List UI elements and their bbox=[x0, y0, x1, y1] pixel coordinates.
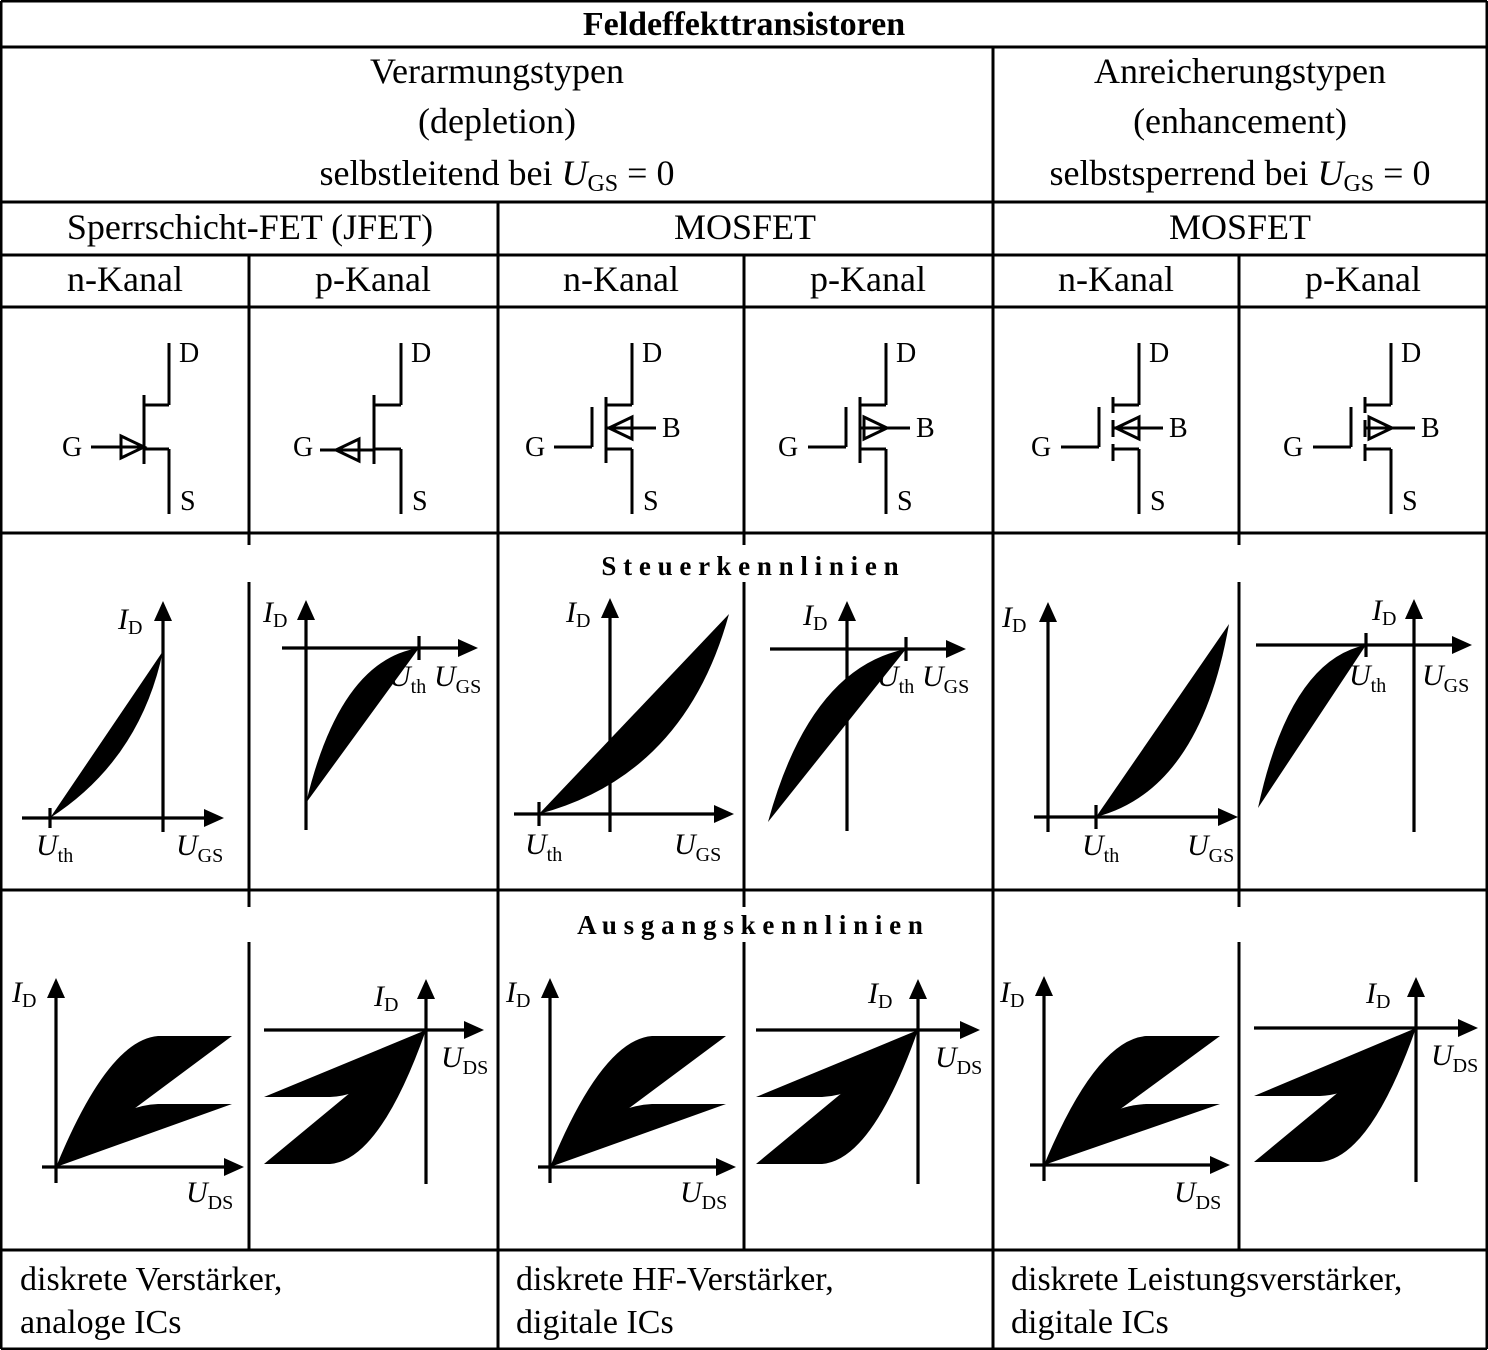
group-enhancement-condition-prefix: selbstsperrend bei bbox=[1049, 153, 1318, 193]
mosfet-dep-n-bulk-label: B bbox=[662, 413, 681, 444]
output-jfet-p-id-label: ID bbox=[374, 980, 399, 1016]
output-mosfet-dep-p-uds-label: $U_{DS}$ bbox=[935, 1041, 983, 1079]
group-depletion-name: Verarmungstypen bbox=[370, 51, 624, 91]
transfer-jfet-p-id-label: ID bbox=[263, 596, 288, 632]
symbol-mosfet-depletion-p-channel bbox=[808, 343, 910, 514]
group-depletion-condition-suffix: = 0 bbox=[618, 153, 675, 193]
transfer-mosfet-dep-n-ugs-label: $U_{GS}$ bbox=[674, 828, 722, 866]
output-plot-mosfet-enh-n bbox=[999, 976, 1230, 1214]
channel-label-1: n-Kanal bbox=[67, 259, 183, 299]
mosfet-dep-n-drain-label: D bbox=[642, 338, 663, 369]
output-plot-mosfet-dep-n bbox=[505, 976, 736, 1214]
application-mosfet-enh-line2: digitale ICs bbox=[1011, 1304, 1169, 1341]
group-enhancement-condition-sub: GS bbox=[1343, 171, 1375, 197]
transfer-plot-mosfet-enh-n bbox=[1001, 601, 1238, 867]
application-mosfet-enh-line1: diskrete Leistungsverstärker, bbox=[1011, 1261, 1403, 1298]
jfet-n-gate-label: G bbox=[62, 432, 83, 463]
family-jfet: Sperrschicht-FET (JFET) bbox=[66, 207, 434, 247]
transfer-plot-jfet-n bbox=[22, 601, 224, 867]
channel-label-5: n-Kanal bbox=[1058, 259, 1174, 299]
transfer-mosfet-enh-p-ugs-label: $U_{GS}$ bbox=[1422, 659, 1470, 697]
jfet-n-drain-label: D bbox=[179, 338, 200, 369]
channel-label-4: p-Kanal bbox=[810, 259, 926, 299]
mosfet-enh-p-source-label: S bbox=[1402, 486, 1418, 517]
mosfet-enh-n-drain-label: D bbox=[1149, 338, 1170, 369]
mosfet-dep-p-bulk-label: B bbox=[916, 413, 935, 444]
mosfet-enh-p-drain-label: D bbox=[1401, 338, 1422, 369]
output-mosfet-dep-p-id-label: ID bbox=[868, 977, 893, 1013]
symbol-jfet-p-channel bbox=[320, 343, 401, 514]
output-mosfet-enh-n-id-label: ID bbox=[1000, 976, 1025, 1012]
symbol-mosfet-enhancement-p-channel bbox=[1313, 343, 1415, 514]
transfer-mosfet-enh-p-uth-label: $U_{th}$ bbox=[1349, 659, 1387, 697]
mosfet-enh-p-bulk-label: B bbox=[1421, 413, 1440, 444]
symbol-mosfet-depletion-n-channel bbox=[554, 343, 656, 514]
output-mosfet-dep-n-uds-label: $U_{DS}$ bbox=[680, 1176, 728, 1214]
output-jfet-p-uds-label: $U_{DS}$ bbox=[441, 1041, 489, 1079]
channel-label-3: n-Kanal bbox=[563, 259, 679, 299]
transfer-mosfet-dep-n-curve bbox=[539, 614, 729, 814]
transfer-jfet-n-ugs-label: $U_{GS}$ bbox=[176, 829, 224, 867]
application-jfet-line2: analoge ICs bbox=[20, 1304, 182, 1341]
transfer-plot-mosfet-dep-n bbox=[514, 596, 734, 866]
group-enhancement-condition-suffix: = 0 bbox=[1374, 153, 1431, 193]
transfer-mosfet-enh-n-curve bbox=[1096, 624, 1229, 817]
group-enhancement-condition-var: U bbox=[1317, 153, 1344, 193]
group-depletion-condition-var: U bbox=[561, 153, 588, 193]
output-jfet-n-uds-label: $U_{DS}$ bbox=[186, 1176, 234, 1214]
jfet-n-source-label: S bbox=[180, 486, 196, 517]
transfer-jfet-p-ugs-label: $U_{GS}$ bbox=[434, 660, 482, 698]
transfer-plot-mosfet-dep-p bbox=[768, 599, 969, 831]
output-plot-mosfet-dep-p bbox=[756, 977, 982, 1184]
transfer-mosfet-dep-n-id-label: ID bbox=[566, 596, 591, 632]
group-depletion-condition bbox=[320, 153, 675, 197]
jfet-p-gate-label: G bbox=[293, 432, 314, 463]
transfer-jfet-n-id-label: ID bbox=[118, 603, 143, 639]
jfet-p-source-label: S bbox=[412, 486, 428, 517]
mosfet-enh-n-bulk-label: B bbox=[1169, 413, 1188, 444]
family-mosfet-depletion: MOSFET bbox=[673, 207, 817, 247]
transfer-plot-mosfet-enh-p bbox=[1256, 594, 1472, 832]
mosfet-dep-p-source-label: S bbox=[897, 486, 913, 517]
mosfet-dep-p-drain-label: D bbox=[896, 338, 917, 369]
mosfet-enh-n-source-label: S bbox=[1150, 486, 1166, 517]
mosfet-dep-n-gate-label: G bbox=[525, 432, 546, 463]
group-depletion-condition-sub: GS bbox=[587, 171, 619, 197]
transfer-jfet-n-curve bbox=[50, 651, 163, 818]
transfer-mosfet-enh-p-id-label: ID bbox=[1372, 594, 1397, 630]
mosfet-dep-n-source-label: S bbox=[643, 486, 659, 517]
output-plot-jfet-n bbox=[11, 976, 244, 1214]
jfet-p-drain-label: D bbox=[411, 338, 432, 369]
application-mosfet-dep-line2: digitale ICs bbox=[516, 1304, 674, 1341]
application-mosfet-dep-line1: diskrete HF-Verstärker, bbox=[516, 1261, 834, 1298]
group-enhancement-name: Anreicherungstypen bbox=[1094, 51, 1386, 91]
group-enhancement-condition bbox=[1050, 153, 1431, 197]
transfer-plot-jfet-p bbox=[262, 596, 481, 830]
symbol-jfet-n-channel bbox=[91, 343, 169, 514]
output-plot-jfet-p bbox=[264, 979, 488, 1184]
transfer-jfet-p-uth-label: $U_{th}$ bbox=[389, 660, 427, 698]
group-depletion-english: (depletion) bbox=[418, 101, 576, 141]
mosfet-enh-n-gate-label: G bbox=[1031, 432, 1052, 463]
transfer-mosfet-dep-p-uth-label: $U_{th}$ bbox=[877, 660, 915, 698]
transfer-mosfet-enh-n-ugs-label: $U_{GS}$ bbox=[1187, 829, 1235, 867]
channel-label-2: p-Kanal bbox=[315, 259, 431, 299]
table-grid bbox=[0, 1, 1488, 1349]
family-mosfet-enhancement: MOSFET bbox=[1168, 207, 1312, 247]
output-mosfet-enh-n-uds-label: $U_{DS}$ bbox=[1174, 1176, 1222, 1214]
transfer-mosfet-enh-n-id-label: ID bbox=[1002, 601, 1027, 637]
transfer-mosfet-dep-n-uth-label: $U_{th}$ bbox=[525, 828, 563, 866]
section-transfer-characteristics: S t e u e r k e n n l i n i e n bbox=[601, 551, 899, 581]
transfer-jfet-n-uth-label: $U_{th}$ bbox=[36, 829, 74, 867]
output-mosfet-enh-p-uds-label: $U_{DS}$ bbox=[1431, 1039, 1479, 1077]
symbol-mosfet-enhancement-n-channel bbox=[1061, 343, 1163, 514]
output-mosfet-enh-p-id-label: ID bbox=[1366, 977, 1391, 1013]
output-mosfet-dep-n-id-label: ID bbox=[506, 976, 531, 1012]
transfer-mosfet-dep-p-ugs-label: $U_{GS}$ bbox=[922, 660, 970, 698]
section-output-characteristics: A u s g a n g s k e n n l i n i e n bbox=[577, 910, 923, 940]
transfer-mosfet-dep-p-id-label: ID bbox=[803, 599, 828, 635]
application-jfet-line1: diskrete Verstärker, bbox=[20, 1261, 283, 1298]
group-enhancement-english: (enhancement) bbox=[1133, 101, 1347, 141]
transfer-mosfet-enh-n-uth-label: $U_{th}$ bbox=[1082, 829, 1120, 867]
mosfet-dep-p-gate-label: G bbox=[778, 432, 799, 463]
group-depletion-condition-prefix: selbstleitend bei bbox=[319, 153, 562, 193]
output-jfet-n-id-label: ID bbox=[12, 976, 37, 1012]
channel-label-6: p-Kanal bbox=[1305, 259, 1421, 299]
output-plot-mosfet-enh-p bbox=[1254, 977, 1478, 1182]
mosfet-enh-p-gate-label: G bbox=[1283, 432, 1304, 463]
page-title: Feldeffekttransistoren bbox=[582, 6, 906, 43]
